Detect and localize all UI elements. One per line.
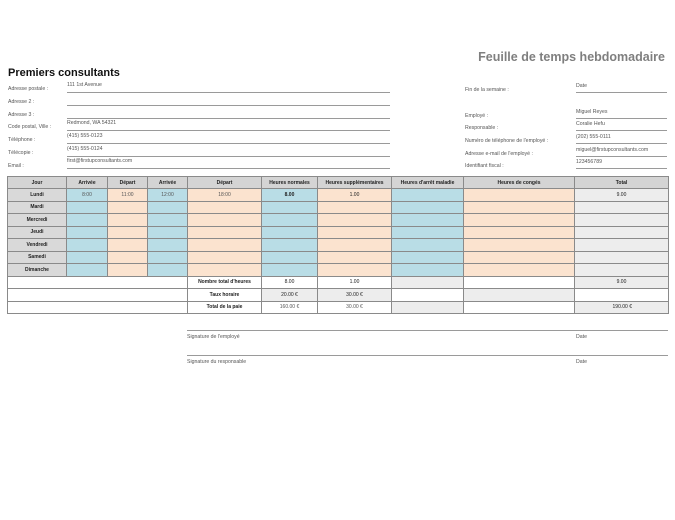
- day-cell: Jeudi: [8, 226, 67, 239]
- field-line: [576, 118, 667, 119]
- summary-sick: [392, 276, 464, 289]
- departure-cell[interactable]: [188, 226, 262, 239]
- field-value[interactable]: Coralie Hefu: [576, 121, 605, 127]
- table-row: [8, 264, 669, 277]
- timesheet-table: [7, 176, 669, 314]
- normal-hours-cell[interactable]: [262, 239, 318, 252]
- manager-signature-label: Signature du responsable: [187, 359, 247, 365]
- arrival-cell[interactable]: [67, 239, 108, 252]
- arrival-cell[interactable]: [148, 226, 188, 239]
- arrival-cell[interactable]: [67, 251, 108, 264]
- pay-leave: [464, 301, 575, 314]
- overtime-cell[interactable]: [318, 264, 392, 277]
- field-value[interactable]: (415) 555-0123: [67, 133, 103, 139]
- total-cell: [575, 214, 669, 227]
- column-header: Heures d'arrêt maladie: [392, 177, 464, 189]
- field-label: Téléphone :: [8, 137, 36, 143]
- overtime-cell[interactable]: [318, 251, 392, 264]
- arrival-cell[interactable]: [148, 239, 188, 252]
- departure-cell[interactable]: [188, 239, 262, 252]
- column-header: Arrivée: [67, 177, 108, 189]
- arrival-cell[interactable]: [67, 201, 108, 214]
- departure-cell[interactable]: [108, 264, 148, 277]
- field-line: [67, 143, 390, 144]
- field-label: Employé :: [465, 113, 489, 119]
- departure-cell[interactable]: [108, 251, 148, 264]
- departure-cell[interactable]: [188, 264, 262, 277]
- day-cell: Lundi: [8, 189, 67, 202]
- summary-normal: 8.00: [262, 276, 318, 289]
- summary-label: Total de la paie: [188, 301, 262, 314]
- table-row: [8, 189, 669, 202]
- overtime-cell[interactable]: [318, 226, 392, 239]
- column-header: Arrivée: [148, 177, 188, 189]
- sick-hours-cell[interactable]: [392, 239, 464, 252]
- normal-hours-cell[interactable]: [262, 214, 318, 227]
- field-value[interactable]: 111 1st Avenue: [67, 82, 102, 88]
- departure-cell[interactable]: [188, 214, 262, 227]
- total-cell: [575, 264, 669, 277]
- leave-hours-cell[interactable]: [464, 189, 575, 202]
- field-line: [576, 130, 667, 131]
- summary-total: 9.00: [575, 276, 669, 289]
- pay-overtime: 30.00 €: [318, 301, 392, 314]
- employee-date-label: Date: [576, 334, 587, 340]
- table-row: [8, 226, 669, 239]
- field-value[interactable]: Miguel Reyes: [576, 109, 608, 115]
- summary-leave: [464, 276, 575, 289]
- rate-sick[interactable]: [392, 289, 464, 302]
- total-cell: [575, 201, 669, 214]
- normal-hours-cell[interactable]: [262, 201, 318, 214]
- departure-cell[interactable]: 18:00: [188, 189, 262, 202]
- field-line: [67, 168, 390, 169]
- leave-hours-cell[interactable]: [464, 214, 575, 227]
- document-title: Feuille de temps hebdomadaire: [478, 50, 665, 64]
- overtime-cell[interactable]: 1.00: [318, 189, 392, 202]
- field-value[interactable]: (202) 555-0111: [576, 134, 611, 140]
- leave-hours-cell[interactable]: [464, 201, 575, 214]
- field-label: Responsable :: [465, 125, 499, 131]
- pay-sick: [392, 301, 464, 314]
- field-label: Numéro de téléphone de l'employé :: [465, 138, 549, 144]
- rate-leave[interactable]: [464, 289, 575, 302]
- employee-signature-line[interactable]: [187, 330, 668, 331]
- departure-cell[interactable]: [108, 239, 148, 252]
- sick-hours-cell[interactable]: [392, 251, 464, 264]
- summary-row-pay: [8, 301, 669, 314]
- rate-overtime[interactable]: 30.00 €: [318, 289, 392, 302]
- column-header: Heures normales: [262, 177, 318, 189]
- arrival-cell[interactable]: [148, 201, 188, 214]
- summary-overtime: 1.00: [318, 276, 392, 289]
- field-line: [67, 118, 390, 119]
- arrival-cell[interactable]: [148, 251, 188, 264]
- field-value[interactable]: Redmond, WA 54321: [67, 120, 117, 126]
- field-label: Code postal, Ville :: [8, 124, 52, 130]
- table-header-row: [8, 177, 669, 189]
- summary-row-rate: [8, 289, 669, 302]
- total-cell: [575, 226, 669, 239]
- leave-hours-cell[interactable]: [464, 264, 575, 277]
- field-label: Adresse 2 :: [8, 99, 35, 105]
- day-cell: Dimanche: [8, 264, 67, 277]
- departure-cell[interactable]: [188, 251, 262, 264]
- departure-cell[interactable]: [188, 201, 262, 214]
- day-cell: Mardi: [8, 201, 67, 214]
- field-label: Email :: [8, 163, 24, 169]
- leave-hours-cell[interactable]: [464, 239, 575, 252]
- field-line: [67, 92, 390, 93]
- field-value[interactable]: (415) 555-0124: [67, 146, 103, 152]
- summary-row-total-hours: [8, 276, 669, 289]
- field-line: [67, 130, 390, 131]
- departure-cell[interactable]: [108, 201, 148, 214]
- summary-label: Taux horaire: [188, 289, 262, 302]
- arrival-cell[interactable]: [148, 214, 188, 227]
- total-cell: [575, 251, 669, 264]
- field-line: [576, 143, 667, 144]
- field-label: Télécopie :: [8, 150, 34, 156]
- day-cell: Vendredi: [8, 239, 67, 252]
- manager-signature-line[interactable]: [187, 355, 668, 356]
- normal-hours-cell[interactable]: 8.00: [262, 189, 318, 202]
- table-row: [8, 214, 669, 227]
- departure-cell[interactable]: [108, 226, 148, 239]
- day-cell: Samedi: [8, 251, 67, 264]
- field-label: Adresse e-mail de l'employé :: [465, 151, 533, 157]
- overtime-cell[interactable]: [318, 201, 392, 214]
- sick-hours-cell[interactable]: [392, 201, 464, 214]
- pay-total: 190.00 €: [575, 301, 669, 314]
- arrival-cell[interactable]: [67, 214, 108, 227]
- field-value[interactable]: miguel@firstupconsultants.com: [576, 147, 649, 153]
- normal-hours-cell[interactable]: [262, 251, 318, 264]
- departure-cell[interactable]: [108, 214, 148, 227]
- field-value[interactable]: 123456789: [576, 159, 602, 165]
- manager-date-label: Date: [576, 359, 587, 365]
- field-line: [576, 92, 667, 93]
- departure-cell[interactable]: 11:00: [108, 189, 148, 202]
- column-header: Départ: [188, 177, 262, 189]
- arrival-cell[interactable]: 8:00: [67, 189, 108, 202]
- table-row: [8, 251, 669, 264]
- leave-hours-cell[interactable]: [464, 251, 575, 264]
- column-header: Départ: [108, 177, 148, 189]
- arrival-cell[interactable]: [148, 264, 188, 277]
- summary-label: Nombre total d'heures: [188, 276, 262, 289]
- table-row: [8, 201, 669, 214]
- pay-normal: 160.00 €: [262, 301, 318, 314]
- table-row: [8, 239, 669, 252]
- field-label: Adresse 3 :: [8, 112, 35, 118]
- company-name: Premiers consultants: [8, 67, 120, 79]
- field-value[interactable]: first@firstupconsultants.com: [67, 158, 133, 164]
- column-header: Heures de congés: [464, 177, 575, 189]
- arrival-cell[interactable]: [67, 264, 108, 277]
- day-cell: Mercredi: [8, 214, 67, 227]
- overtime-cell[interactable]: [318, 214, 392, 227]
- overtime-cell[interactable]: [318, 239, 392, 252]
- total-cell: [575, 239, 669, 252]
- total-cell: 9.00: [575, 189, 669, 202]
- field-line: [576, 168, 667, 169]
- normal-hours-cell[interactable]: [262, 264, 318, 277]
- sick-hours-cell[interactable]: [392, 189, 464, 202]
- field-value[interactable]: Date: [576, 83, 587, 89]
- sick-hours-cell[interactable]: [392, 226, 464, 239]
- column-header: Total: [575, 177, 669, 189]
- field-line: [576, 156, 667, 157]
- sick-hours-cell[interactable]: [392, 264, 464, 277]
- sick-hours-cell[interactable]: [392, 214, 464, 227]
- field-label: Identifiant fiscal :: [465, 163, 504, 169]
- arrival-cell[interactable]: 12:00: [148, 189, 188, 202]
- leave-hours-cell[interactable]: [464, 226, 575, 239]
- arrival-cell[interactable]: [67, 226, 108, 239]
- rate-normal[interactable]: 20.00 €: [262, 289, 318, 302]
- employee-signature-label: Signature de l'employé: [187, 334, 240, 340]
- column-header: Jour: [8, 177, 67, 189]
- field-label: Adresse postale :: [8, 86, 49, 92]
- column-header: Heures supplémentaires: [318, 177, 392, 189]
- field-line: [67, 156, 390, 157]
- normal-hours-cell[interactable]: [262, 226, 318, 239]
- field-label: Fin de la semaine :: [465, 87, 509, 93]
- field-line: [67, 105, 390, 106]
